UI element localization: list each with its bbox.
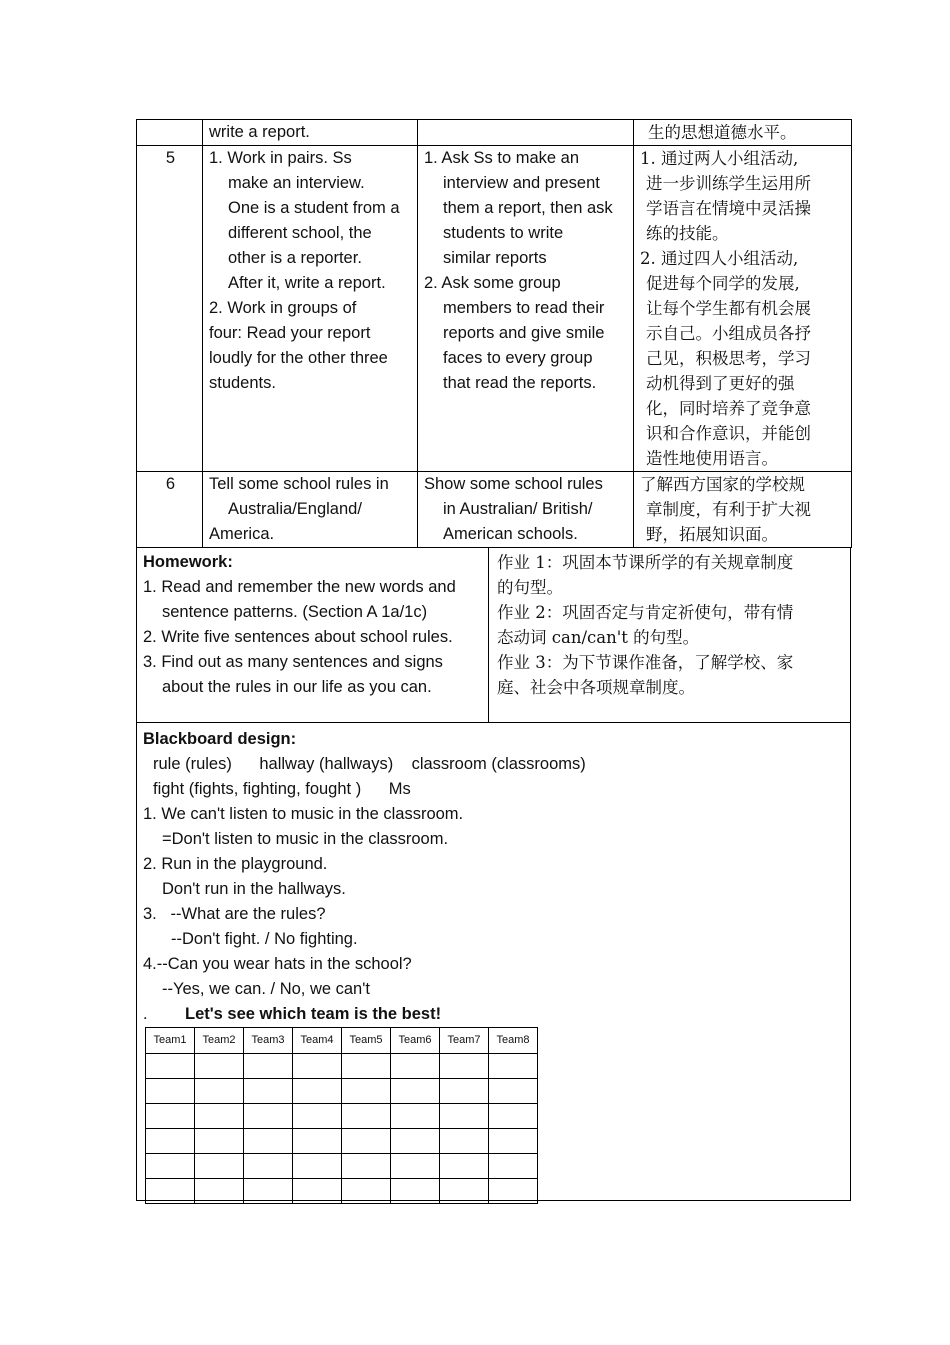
score-cell <box>342 1104 391 1129</box>
step-number: 5 <box>137 146 203 472</box>
score-cell <box>391 1129 440 1154</box>
score-cell <box>293 1104 342 1129</box>
score-cell <box>440 1154 489 1179</box>
score-cell <box>440 1079 489 1104</box>
team-header: Team2 <box>195 1028 244 1054</box>
score-row <box>146 1104 538 1129</box>
score-row <box>146 1154 538 1179</box>
score-cell <box>342 1079 391 1104</box>
score-cell <box>195 1154 244 1179</box>
score-cell <box>391 1154 440 1179</box>
team-header: Team5 <box>342 1028 391 1054</box>
score-cell <box>244 1129 293 1154</box>
score-cell <box>391 1179 440 1204</box>
student-activity-cell: 1. Work in pairs. Ss make an interview. One is a student from a different school, the other is a reporter. After it, write a report. 2. Work in groups of four: Read your report loudly for the other three students. <box>203 146 418 472</box>
score-cell <box>195 1079 244 1104</box>
score-cell <box>244 1104 293 1129</box>
team-title-line: . Let's see which team is the best! <box>143 1005 442 1023</box>
step-number: 6 <box>137 472 203 548</box>
score-cell <box>342 1129 391 1154</box>
student-activity-cell: Tell some school rules in Australia/England/ America. <box>203 472 418 548</box>
procedure-table <box>136 119 852 548</box>
score-row <box>146 1079 538 1104</box>
score-cell <box>342 1179 391 1204</box>
score-row <box>146 1129 538 1154</box>
score-cell <box>195 1179 244 1204</box>
purpose-cell: 1. 通过两人小组活动, 进一步训练学生运用所 学语言在情境中灵活操 练的技能。 2. 通过四人小组活动, 促进每个同学的发展, 让每个学生都有机会展 示自己。小组成员各抒 己见，积极思考，学习 动机得到了更好的强 化，同时培养了竞争意 识和合作意识，并能创 造性地使用语言。 <box>634 146 852 472</box>
score-cell <box>391 1104 440 1129</box>
score-row <box>146 1179 538 1204</box>
score-cell <box>293 1179 342 1204</box>
score-cell <box>244 1179 293 1204</box>
score-cell <box>489 1054 538 1079</box>
score-cell <box>146 1154 195 1179</box>
homework-notes: 作业 1：巩固本节课所学的有关规章制度 的句型。 作业 2：巩固否定与肯定祈使句，带有情 态动词 can/can't 的句型。 作业 3：为下节课作准备，了解学校、家 庭、社会中各项规章制度。 <box>497 553 794 697</box>
homework-section <box>136 548 851 723</box>
score-cell <box>489 1129 538 1154</box>
score-row <box>146 1054 538 1079</box>
table-row <box>137 146 852 472</box>
blackboard-title: Blackboard design: <box>143 730 297 748</box>
score-cell <box>146 1129 195 1154</box>
step-number-cell <box>137 120 203 146</box>
score-cell <box>489 1104 538 1129</box>
team-header: Team6 <box>391 1028 440 1054</box>
score-cell <box>293 1054 342 1079</box>
team-header: Team4 <box>293 1028 342 1054</box>
score-cell <box>342 1054 391 1079</box>
team-header: Team8 <box>489 1028 538 1054</box>
teacher-activity-cell: 1. Ask Ss to make an interview and present them a report, then ask students to write similar reports 2. Ask some group members to read their reports and give smile faces to every group that read the reports. <box>418 146 634 472</box>
table-row <box>137 120 852 146</box>
purpose-cell: 了解西方国家的学校规 章制度，有利于扩大视 野，拓展知识面。 <box>634 472 852 548</box>
score-cell <box>146 1179 195 1204</box>
score-cell <box>293 1154 342 1179</box>
score-cell <box>244 1079 293 1104</box>
score-cell <box>391 1079 440 1104</box>
score-cell <box>293 1129 342 1154</box>
score-cell <box>195 1104 244 1129</box>
score-cell <box>440 1129 489 1154</box>
score-cell <box>146 1104 195 1129</box>
team-header: Team7 <box>440 1028 489 1054</box>
score-cell <box>440 1054 489 1079</box>
score-cell <box>489 1079 538 1104</box>
blackboard-design: Blackboard design: rule (rules) hallway (hallways) classroom (classrooms) fight (fights, fighting, fought ) Ms 1. We can't listen to music in the classroom. =Don't listen to music in the classroom. 2. Run in the playground. Don't run in the hallways. 3. --What are the rules? --Don't fight. / No fighting. 4.--Can you wear hats in the school? --Yes, we can. / No, we can't . Let's see which team is the best! Team1 Team2 Team3 Team4 Team5 Team6 Team7 Team8 <box>136 723 851 1201</box>
teacher-activity-cell <box>418 120 634 146</box>
lesson-plan-page <box>136 119 851 1201</box>
score-cell <box>440 1104 489 1129</box>
score-cell <box>440 1179 489 1204</box>
score-cell <box>293 1079 342 1104</box>
score-cell <box>195 1129 244 1154</box>
score-cell <box>146 1054 195 1079</box>
score-cell <box>391 1054 440 1079</box>
score-cell <box>489 1179 538 1204</box>
team-header: Team1 <box>146 1028 195 1054</box>
score-cell <box>244 1054 293 1079</box>
score-cell <box>146 1079 195 1104</box>
purpose-cell: 生的思想道德水平。 <box>634 120 852 146</box>
student-activity-cell: write a report. <box>203 120 418 146</box>
score-cell <box>489 1154 538 1179</box>
homework-list: Homework: 1. Read and remember the new words and sentence patterns. (Section A 1a/1c) 2. Write five sentences about school rules. 3. Find out as many sentences and signs about the rules in our life as you can. <box>137 548 489 722</box>
team-score-table <box>145 1027 538 1204</box>
team-header: Team3 <box>244 1028 293 1054</box>
score-cell <box>244 1154 293 1179</box>
teacher-activity-cell: Show some school rules in Australian/ British/ American schools. <box>418 472 634 548</box>
score-cell <box>342 1154 391 1179</box>
score-cell <box>195 1054 244 1079</box>
table-row <box>137 472 852 548</box>
